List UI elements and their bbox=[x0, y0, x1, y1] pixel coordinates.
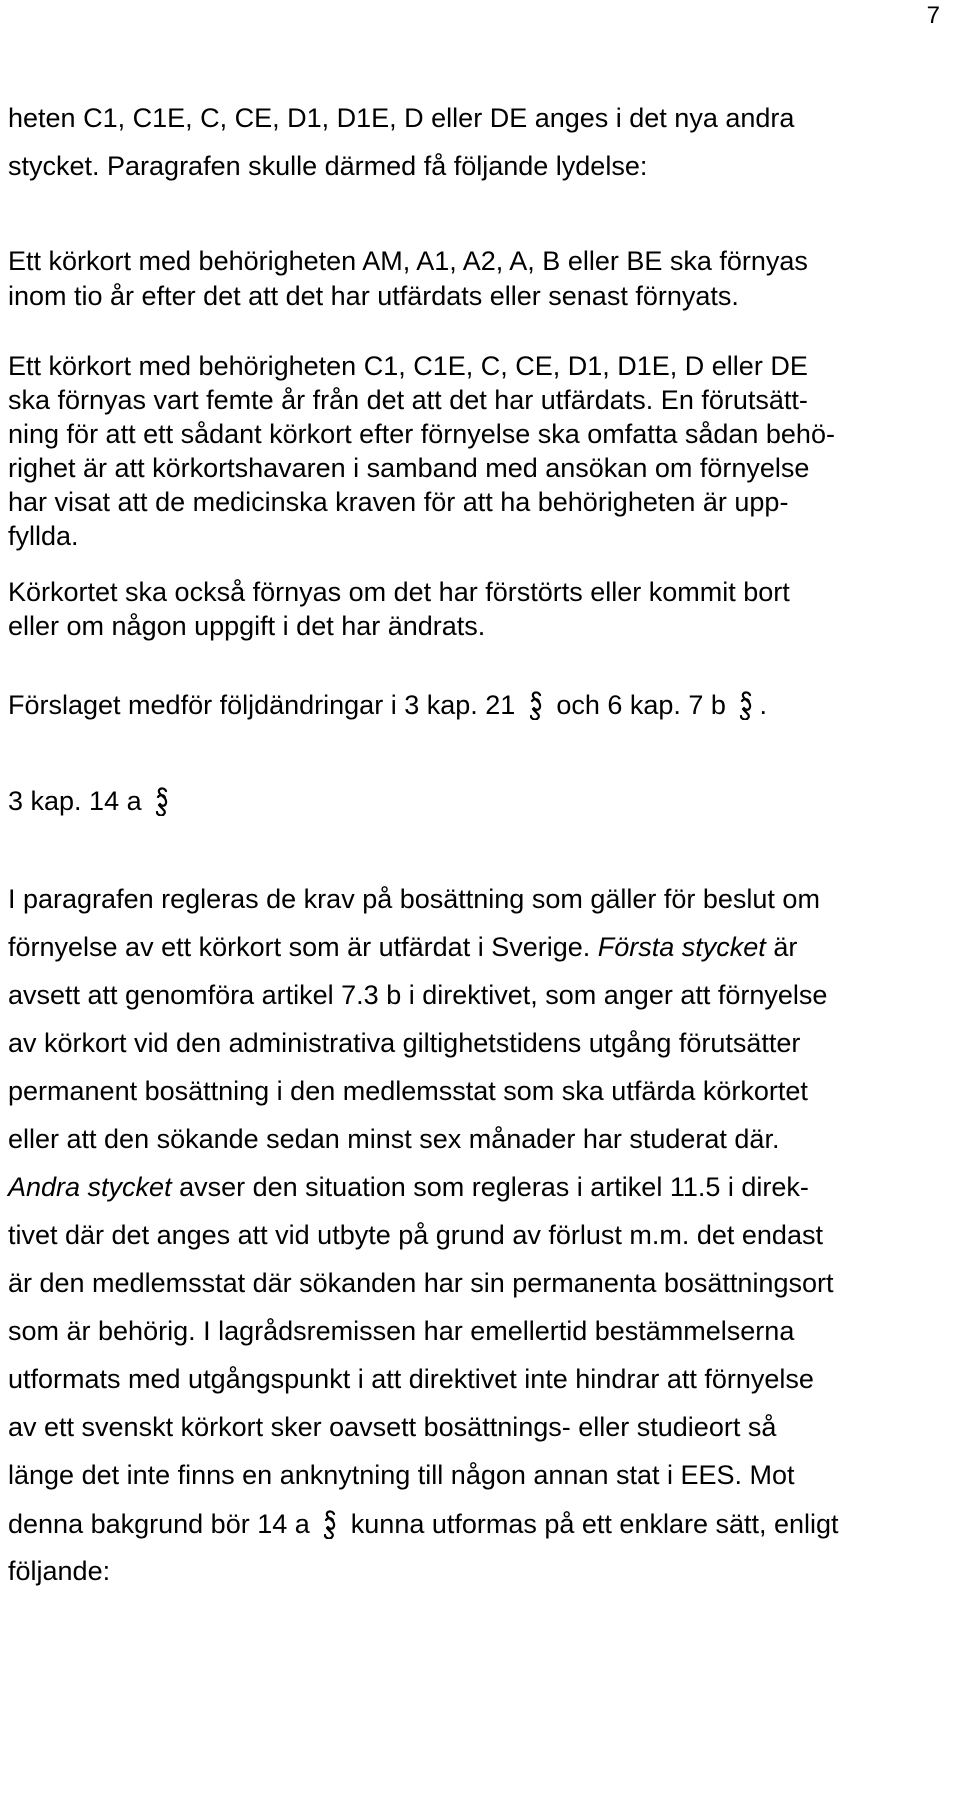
text-span: kunna utformas på ett enklare sätt, enligt bbox=[350, 1509, 839, 1539]
text-line: eller att den sökande sedan minst sex månader har studerat där. bbox=[8, 1124, 780, 1154]
quoted-law-line: righet är att körkortshavaren i samband med ansökan om förnyelse bbox=[8, 453, 810, 483]
text-line: utformats med utgångspunkt i att direktivet inte hindrar att förnyelse bbox=[8, 1364, 814, 1394]
text-line bbox=[8, 931, 797, 963]
quoted-law-line: Ett körkort med behörigheten C1, C1E, C, CE, D1, D1E, D eller DE bbox=[8, 351, 808, 381]
text-line: av ett svenskt körkort sker oavsett bosättnings- eller studieort så bbox=[8, 1412, 777, 1442]
quoted-law-line: ning för att ett sådant körkort efter förnyelse ska omfatta sådan behö- bbox=[8, 419, 835, 449]
text-span: förnyelse av ett körkort som är utfärdat i Sverige. bbox=[8, 932, 591, 962]
text-line: I paragrafen regleras de krav på bosättning som gäller för beslut om bbox=[8, 884, 820, 914]
text-span: är bbox=[773, 932, 798, 962]
quoted-law-line: eller om någon uppgift i det har ändrats. bbox=[8, 611, 486, 641]
section-heading bbox=[8, 784, 175, 817]
text-line bbox=[8, 1171, 809, 1203]
text-line: länge det inte finns en anknytning till någon annan stat i EES. Mot bbox=[8, 1460, 795, 1490]
quoted-law-line: Ett körkort med behörigheten AM, A1, A2, A, B eller BE ska förnyas bbox=[8, 246, 808, 276]
section-sign-icon bbox=[525, 688, 547, 720]
text-span: denna bakgrund bör 14 a bbox=[8, 1509, 310, 1539]
text-line: heten C1, C1E, C, CE, D1, D1E, D eller DE anges i det nya andra bbox=[8, 103, 795, 133]
page-number: 7 bbox=[926, 2, 940, 29]
text-span: Förslaget medför följdändringar i 3 kap. 21 bbox=[8, 690, 516, 720]
text-line: stycket. Paragrafen skulle därmed få följande lydelse: bbox=[8, 151, 648, 181]
text-span: avser den situation som regleras i artikel 11.5 i direk- bbox=[179, 1172, 809, 1202]
section-sign-icon bbox=[319, 1507, 341, 1539]
text-line bbox=[8, 688, 767, 721]
text-line: permanent bosättning i den medlemsstat som ska utfärda körkortet bbox=[8, 1076, 808, 1106]
quoted-law-line: fyllda. bbox=[8, 521, 79, 551]
quoted-law-line: inom tio år efter det att det har utfärdats eller senast förnyats. bbox=[8, 281, 739, 311]
section-sign-icon bbox=[735, 688, 757, 720]
section-sign-icon bbox=[151, 784, 173, 816]
quoted-law-line: har visat att de medicinska kraven för att ha behörigheten är upp- bbox=[8, 487, 789, 517]
quoted-law-line: Körkortet ska också förnyas om det har förstörts eller kommit bort bbox=[8, 577, 790, 607]
italic-text: Andra stycket bbox=[8, 1172, 172, 1202]
text-span: och 6 kap. 7 b bbox=[556, 690, 726, 720]
text-line: följande: bbox=[8, 1556, 111, 1586]
italic-text: Första stycket bbox=[597, 932, 766, 962]
text-span: 3 kap. 14 a bbox=[8, 786, 142, 816]
text-line: är den medlemsstat där sökanden har sin permanenta bosättningsort bbox=[8, 1268, 834, 1298]
quoted-law-line: ska förnyas vart femte år från det att det har utfärdats. En förutsätt- bbox=[8, 385, 808, 415]
text-span: . bbox=[759, 690, 767, 720]
text-line bbox=[8, 1507, 839, 1540]
text-line: som är behörig. I lagrådsremissen har emellertid bestämmelserna bbox=[8, 1316, 795, 1346]
text-line: av körkort vid den administrativa giltighetstidens utgång förutsätter bbox=[8, 1028, 801, 1058]
text-line: avsett att genomföra artikel 7.3 b i direktivet, som anger att förnyelse bbox=[8, 980, 828, 1010]
text-line: tivet där det anges att vid utbyte på grund av förlust m.m. det endast bbox=[8, 1220, 823, 1250]
